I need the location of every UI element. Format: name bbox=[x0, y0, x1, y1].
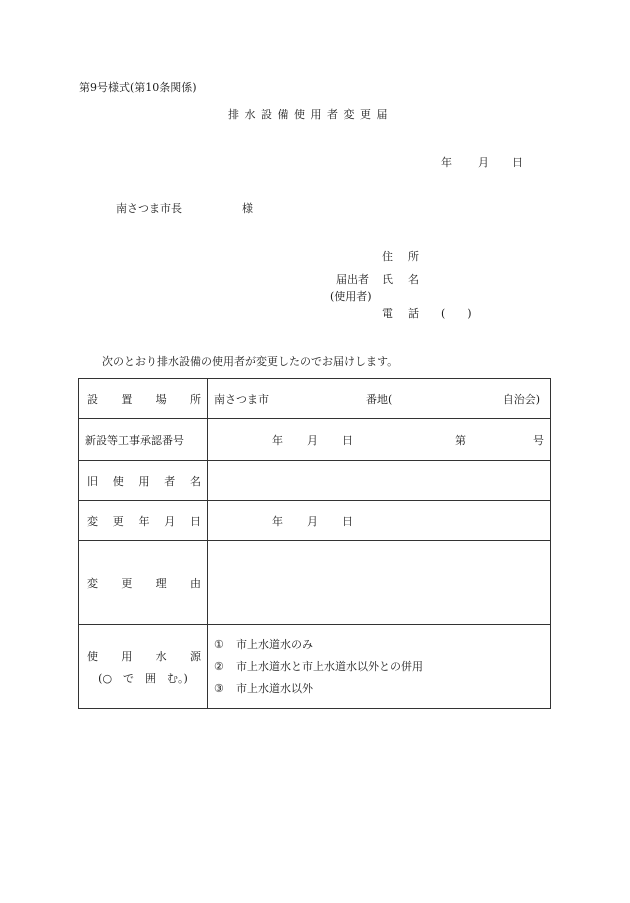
water-source-option-2[interactable]: ② 市上水道水と市上水道水以外との併用 bbox=[214, 659, 423, 673]
old-user-label: 旧 使 用 者 名 bbox=[79, 461, 208, 501]
row-old-user bbox=[79, 461, 551, 501]
row-approval bbox=[79, 419, 551, 461]
reason-field[interactable] bbox=[208, 541, 551, 625]
location-bangchi: 番地( bbox=[366, 392, 393, 406]
row-reason bbox=[79, 541, 551, 625]
water-source-label: 使 用 水 源 (○ で 囲 む。) bbox=[79, 625, 208, 709]
date-month: 月 bbox=[478, 156, 489, 169]
row-location bbox=[79, 379, 551, 419]
water-source-option-1[interactable]: ① 市上水道水のみ bbox=[214, 637, 313, 651]
location-city: 南さつま市 bbox=[214, 392, 269, 406]
form-table bbox=[78, 378, 551, 709]
addressee: 南さつま市長 bbox=[116, 202, 182, 215]
notifier-label: 届出者 bbox=[336, 273, 369, 286]
tel-label-a: 電 bbox=[382, 307, 393, 320]
location-jichi: 自治会) bbox=[502, 392, 540, 406]
date-year: 年 bbox=[441, 156, 452, 169]
tel-area-code-paren: ( ) bbox=[441, 307, 472, 320]
approval-label: 新設等工事承認番号 bbox=[79, 419, 208, 461]
water-source-options bbox=[208, 625, 551, 709]
location-field[interactable] bbox=[208, 379, 551, 419]
date-day: 日 bbox=[512, 156, 523, 169]
change-date-label: 変 更 年 月 日 bbox=[79, 501, 208, 541]
form-id: 第9号様式(第10条関係) bbox=[79, 81, 197, 94]
approval-field[interactable]: 年 月 日 第 号 bbox=[208, 419, 551, 461]
old-user-field[interactable] bbox=[208, 461, 551, 501]
user-label: (使用者) bbox=[330, 290, 372, 303]
row-water-source bbox=[79, 625, 551, 709]
water-source-option-3[interactable]: ③ 市上水道水以外 bbox=[214, 681, 313, 695]
water-source-sublabel: (○ で 囲 む。) bbox=[98, 671, 188, 685]
address-label-b: 所 bbox=[408, 250, 419, 263]
reason-label: 変 更 理 由 bbox=[79, 541, 208, 625]
honorific: 様 bbox=[242, 202, 253, 215]
location-label: 設 置 場 所 bbox=[79, 379, 208, 419]
form-title: 排水設備使用者変更届 bbox=[228, 108, 393, 121]
name-label-b: 名 bbox=[408, 273, 419, 286]
row-change-date bbox=[79, 501, 551, 541]
address-label-a: 住 bbox=[382, 250, 393, 263]
change-date-field[interactable]: 年 月 日 bbox=[208, 501, 551, 541]
tel-label-b: 話 bbox=[408, 307, 419, 320]
intro-text: 次のとおり排水設備の使用者が変更したのでお届けします。 bbox=[102, 355, 399, 368]
name-label-a: 氏 bbox=[382, 273, 393, 286]
